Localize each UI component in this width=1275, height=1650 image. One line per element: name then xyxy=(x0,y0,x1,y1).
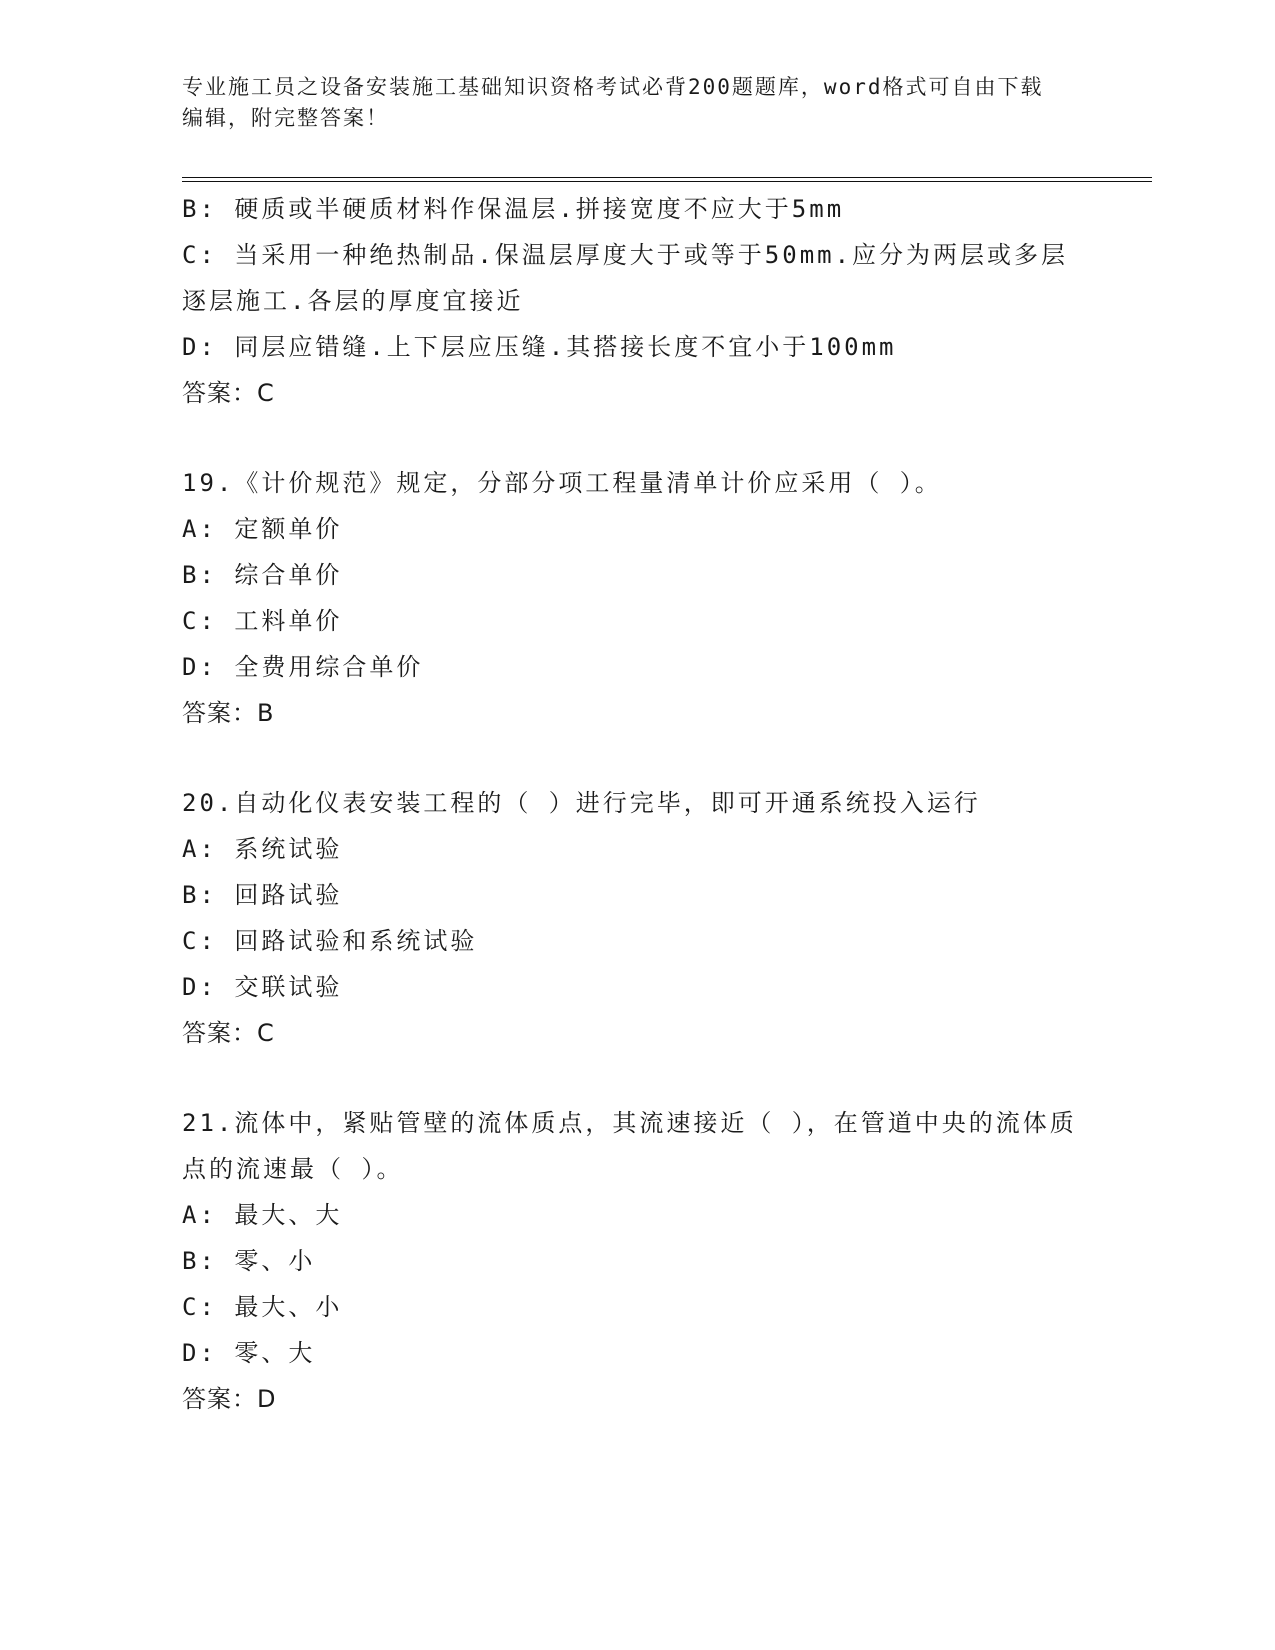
spacer xyxy=(182,736,1082,780)
option-a: A: 最大、大 xyxy=(182,1201,343,1229)
question-19 xyxy=(182,460,1082,736)
spacer xyxy=(182,1056,1082,1100)
option-d: D: 同层应错缝.上下层应压缝.其搭接长度不宜小于100mm xyxy=(182,333,897,361)
answer: 答案：D xyxy=(182,1385,277,1413)
document-content xyxy=(182,186,1082,1422)
spacer xyxy=(182,416,1082,460)
option-b: B: 硬质或半硬质材料作保温层.拼接宽度不应大于5mm xyxy=(182,195,845,223)
option-d: D: 全费用综合单价 xyxy=(182,653,424,681)
option-b: B: 综合单价 xyxy=(182,561,343,589)
answer: 答案：C xyxy=(182,1019,275,1047)
option-d: D: 交联试验 xyxy=(182,973,343,1001)
question-text: 21.流体中，紧贴管壁的流体质点，其流速接近（ ），在管道中央的流体质点的流速最（ ）。 xyxy=(182,1109,1077,1183)
document-header: 专业施工员之设备安装施工基础知识资格考试必背200题题库，word格式可自由下载编辑，附完整答案！ xyxy=(182,75,1044,130)
option-b: B: 回路试验 xyxy=(182,881,343,909)
option-b: B: 零、小 xyxy=(182,1247,316,1275)
option-a: A: 定额单价 xyxy=(182,515,343,543)
question-20 xyxy=(182,780,1082,1056)
option-c: C: 当采用一种绝热制品.保温层厚度大于或等于50mm.应分为两层或多层逐层施工.各层的厚度宜接近 xyxy=(182,241,1069,315)
question-18 xyxy=(182,186,1082,416)
question-text: 20.自动化仪表安装工程的（ ）进行完毕，即可开通系统投入运行 xyxy=(182,789,981,817)
option-c: C: 最大、小 xyxy=(182,1293,343,1321)
option-d: D: 零、大 xyxy=(182,1339,316,1367)
option-a: A: 系统试验 xyxy=(182,835,343,863)
question-21 xyxy=(182,1100,1082,1422)
question-text: 19.《计价规范》规定，分部分项工程量清单计价应采用（ ）。 xyxy=(182,469,942,497)
option-c: C: 工料单价 xyxy=(182,607,343,635)
answer: 答案：B xyxy=(182,699,275,727)
option-c: C: 回路试验和系统试验 xyxy=(182,927,478,955)
answer: 答案：C xyxy=(182,379,275,407)
header-divider xyxy=(182,177,1152,182)
